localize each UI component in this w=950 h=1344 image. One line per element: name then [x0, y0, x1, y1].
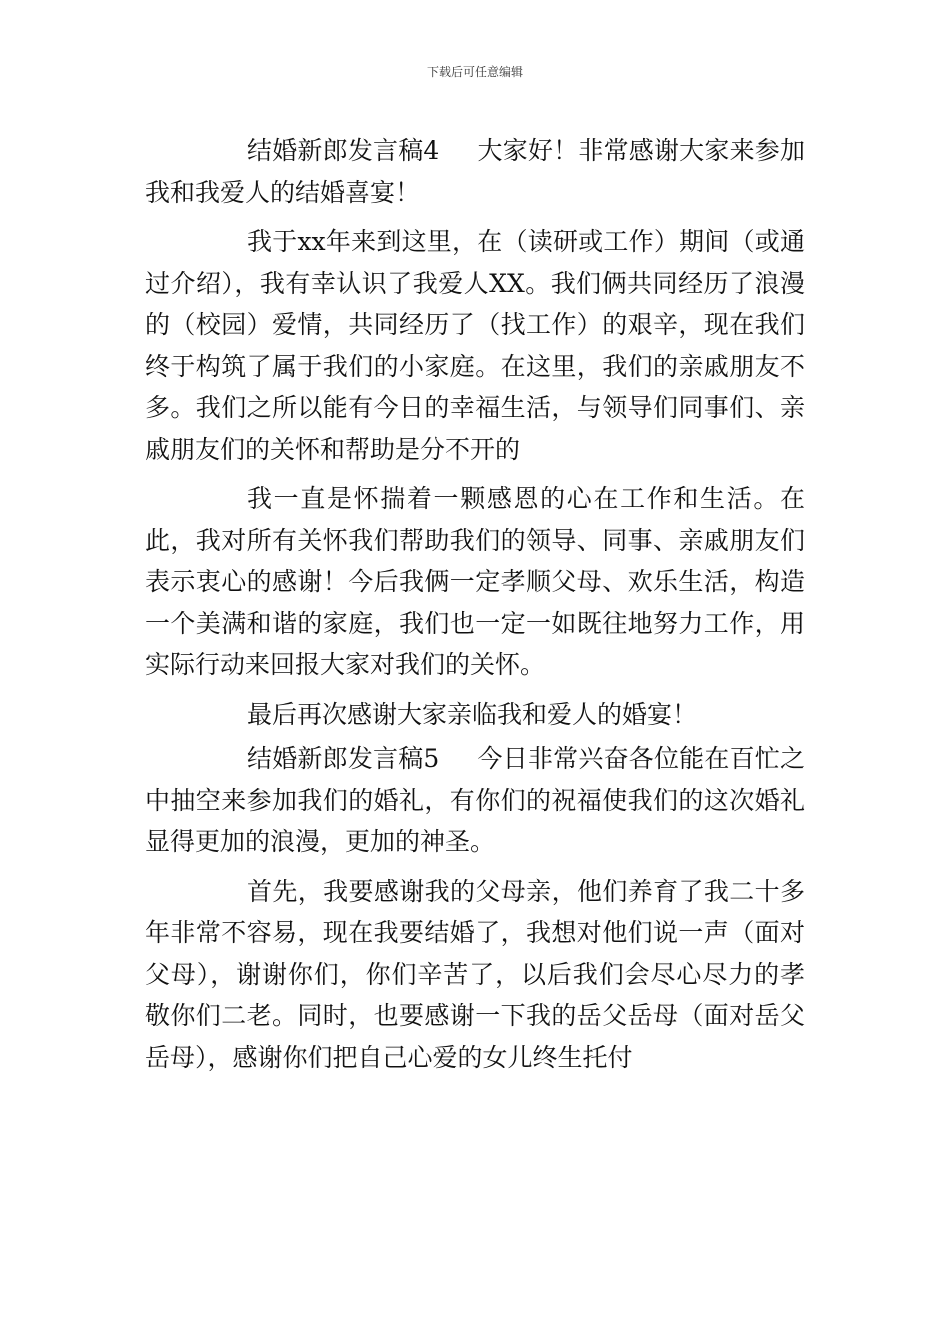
paragraph-text: 首先，我要感谢我的父母亲，他们养育了我二十多年非常不容易，现在我要结婚了，我想对他们说一声（面对父母），谢谢你们，你们辛苦了，以后我们会尽心尽力的孝敬你们二老。同时，也要感谢一下我的岳父岳母（面对岳父岳母），感谢你们把自己心爱的女儿终生托付 — [145, 876, 805, 1072]
paragraph-text: 大家好！非常感谢大家来参加我和我爱人的结婚喜宴！ — [145, 136, 805, 207]
paragraph-text: 今日非常兴奋各位能在百忙之中抽空来参加我们的婚礼，有你们的祝福使我们的这次婚礼显得更加的浪漫，更加的神圣。 — [145, 744, 805, 856]
paragraph-text: 最后再次感谢大家亲临我和爱人的婚宴！ — [247, 699, 698, 729]
section-heading-5: 结婚新郎发言稿5 — [247, 744, 440, 773]
section-heading-4: 结婚新郎发言稿4 — [247, 136, 440, 165]
document-body — [145, 130, 805, 1086]
paragraph-text: 我一直是怀揣着一颗感恩的心在工作和生活。在此，我对所有关怀我们帮助我们的领导、同事、亲戚朋友们表示衷心的感谢！今后我俩一定孝顺父母、欢乐生活，构造一个美满和谐的家庭，我们也一定一如既往地努力工作，用实际行动来回报大家对我们的关怀。 — [145, 484, 805, 679]
paragraph-1 — [145, 130, 805, 213]
paragraph-6 — [145, 871, 805, 1079]
paragraph-text: 我于xx年来到这里，在（读研或工作）期间（或通过介绍），我有幸认识了我爱人XX。我们俩共同经历了浪漫的（校园）爱情，共同经历了（找工作）的艰辛，现在我们终于构筑了属于我们的小家庭。在这里，我们的亲戚朋友不多。我们之所以能有今日的幸福生活，与领导们同事们、亲戚朋友们的关怀和帮助是分不开的 — [145, 227, 805, 464]
paragraph-3 — [145, 478, 805, 686]
paragraph-2 — [145, 221, 805, 470]
header-note: 下载后可任意编辑 — [426, 65, 523, 79]
paragraph-4 — [145, 694, 805, 736]
paragraph-5 — [145, 738, 805, 863]
